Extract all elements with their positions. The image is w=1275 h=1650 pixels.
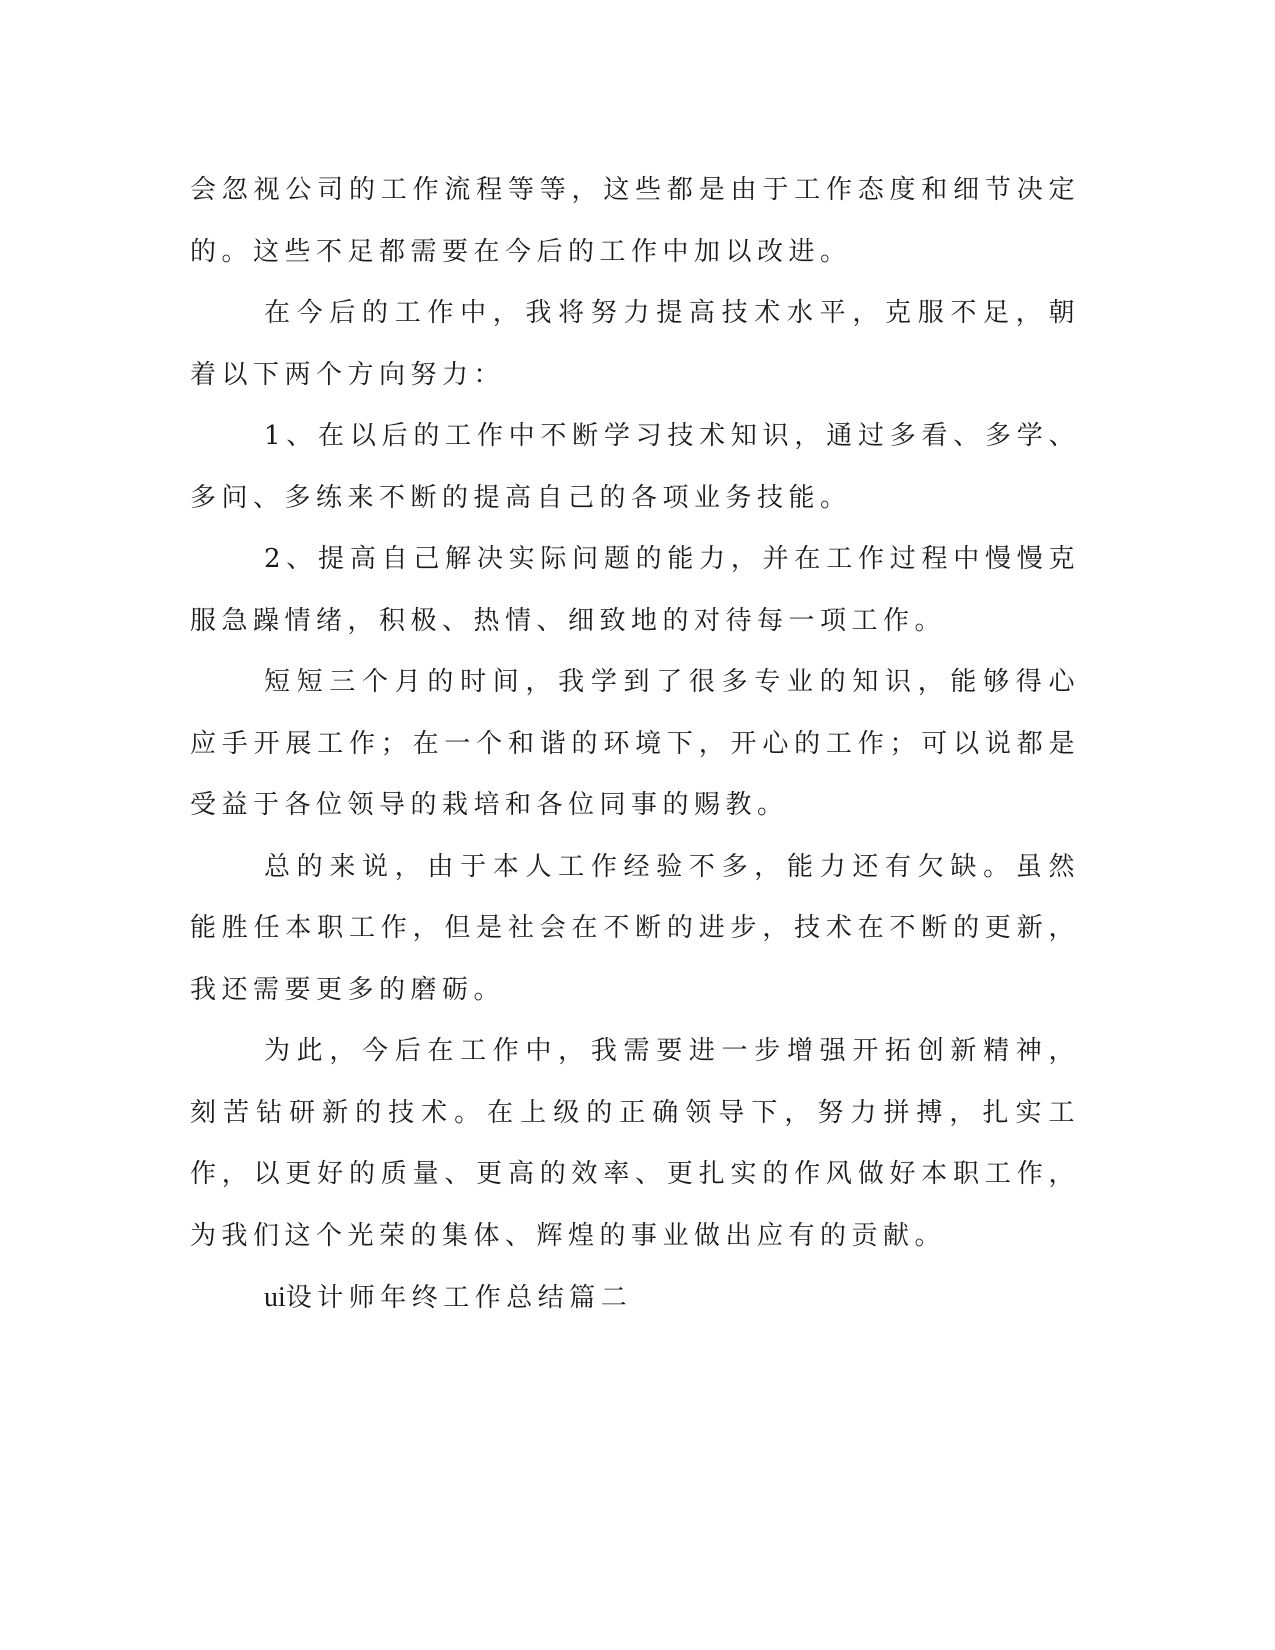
list-item: 1、在以后的工作中不断学习技术知识，通过多看、多学、多问、多练来不断的提高自己的各项业务技能。 (190, 421, 1080, 513)
list-item: 2、提高自己解决实际问题的能力，并在工作过程中慢慢克服急躁情绪，积极、热情、细致地的对待每一项工作。 (190, 544, 1080, 636)
paragraph: 短短三个月的时间，我学到了很多专业的知识，能够得心应手开展工作；在一个和谐的环境下，开心的工作；可以说都是受益于各位领导的栽培和各位同事的赐教。 (190, 667, 1080, 820)
paragraph: 会忽视公司的工作流程等等，这些都是由于工作态度和细节决定的。这些不足都需要在今后的工作中加以改进。 (190, 175, 1080, 267)
paragraph: 总的来说，由于本人工作经验不多，能力还有欠缺。虽然能胜任本职工作，但是社会在不断的进步，技术在不断的更新，我还需要更多的磨砺。 (190, 851, 1080, 1005)
section-heading (190, 1267, 1080, 1330)
section-heading-prefix: ui (264, 1282, 286, 1313)
paragraph: 为此，今后在工作中，我需要进一步增强开拓创新精神，刻苦钻研新的技术。在上级的正确领导下，努力拼搏，扎实工作，以更好的质量、更高的效率、更扎实的作风做好本职工作，为我们这个光荣的集体、辉煌的事业做出应有的贡献。 (190, 1036, 1080, 1251)
section-heading-text: 设计师年终工作总结篇二 (285, 1283, 633, 1313)
document-body (190, 160, 1080, 1330)
paragraph: 在今后的工作中，我将努力提高技术水平，克服不足，朝着以下两个方向努力： (190, 298, 1080, 390)
